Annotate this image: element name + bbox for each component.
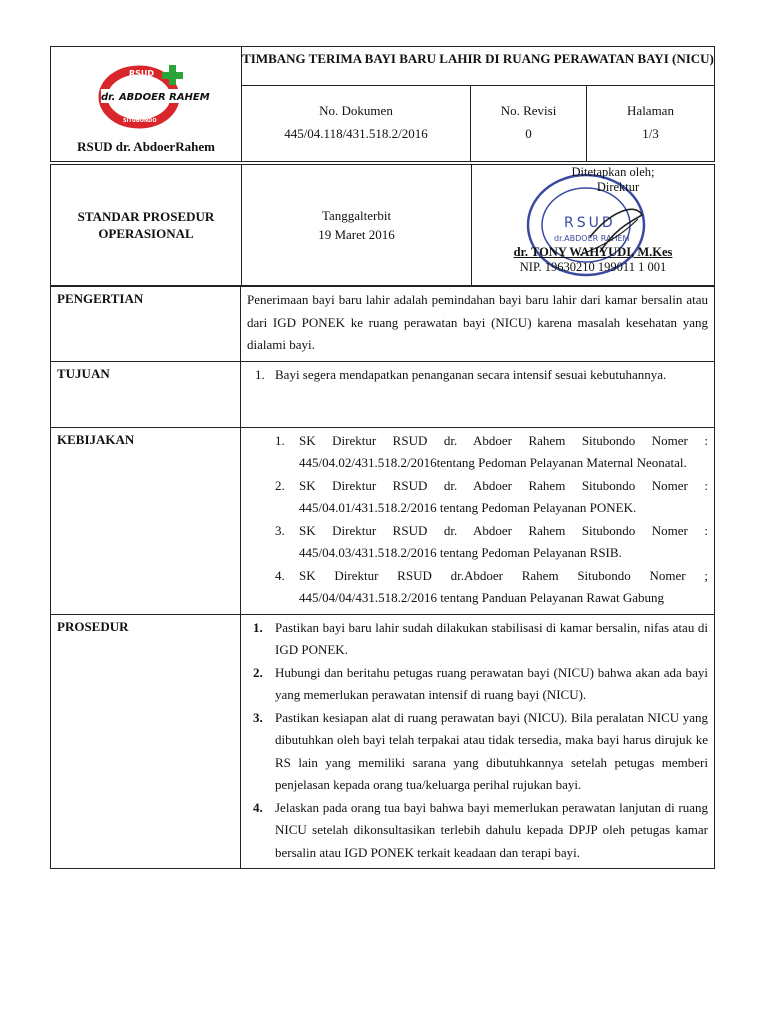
issue-date-value: 19 Maret 2016 (318, 227, 395, 242)
content-table (50, 286, 715, 869)
tujuan-label: TUJUAN (51, 361, 241, 427)
prosedur-label: PROSEDUR (51, 614, 241, 869)
document-title: TIMBANG TERIMA BAYI BARU LAHIR DI RUANG PERAWATAN BAYI (NICU) (242, 47, 715, 86)
list-item: 2. SK Direktur RSUD dr. Abdoer Rahem Situbondo Nomer : 445/04.01/431.518.2/2016 tentang Pedoman Pelayanan PONEK. (275, 477, 708, 515)
tujuan-body (241, 361, 715, 427)
list-item: 1. Pastikan bayi baru lahir sudah dilakukan stabilisasi di kamar bersalin, nifas atau di IGD PONEK. (253, 619, 708, 657)
logo-cell (51, 47, 242, 162)
signer-nip: NIP. 19630210 199011 1 001 (519, 260, 667, 274)
svg-text:RSUD: RSUD (564, 215, 616, 231)
list-item: 2. Hubungi dan beritahu petugas ruang perawatan bayi (NICU) bahwa akan ada bayi yang memerlukan perawatan intensif di ruang bayi (NICU). (253, 664, 708, 702)
svg-text:SITUBONDO: SITUBONDO (123, 118, 157, 124)
pengertian-text: Penerimaan bayi baru lahir adalah pemindahan bayi baru lahir dari kamar bersalin atau dari IGD PONEK ke ruang perawatan bayi (NICU) karena masalah kesehatan yang dialami bayi. (241, 287, 715, 362)
approver-role: Direktur (596, 180, 640, 194)
page-cell (587, 85, 715, 161)
pengertian-label: PENGERTIAN (51, 287, 241, 362)
revision-label: No. Revisi (500, 102, 557, 118)
kebijakan-row (51, 427, 715, 614)
list-item: 4. Jelaskan pada orang tua bayi bahwa bayi memerlukan perawatan lanjutan di ruang NICU setelah dikonsultasikan terlebih dahulu kepada DPJP oleh petugas kamar bersalin atau IGD PONEK terkait keadaan dan terapi bayi. (253, 799, 708, 860)
page-value: 1/3 (642, 125, 659, 141)
revision-value: 0 (525, 125, 532, 141)
list-item: 3. SK Direktur RSUD dr. Abdoer Rahem Situbondo Nomer : 445/04.03/431.518.2/2016 tentang Pedoman Pelayanan RSIB. (275, 522, 708, 560)
issue-date-cell (242, 165, 472, 286)
kebijakan-label: KEBIJAKAN (51, 427, 241, 614)
list-item: 3. Pastikan kesiapan alat di ruang perawatan bayi (NICU). Bila peralatan NICU yang dibutuhkan oleh bayi telah terpakai atau tidak tersedia, maka bayi harus dirujuk ke RS lain yang memiliki sarana yang dibutuhkannya setelah petugas memberi penjelasan kepada orang tua/keluarga perihal rujukan bayi. (253, 709, 708, 792)
svg-text:dr.ABDOER RAHEM: dr.ABDOER RAHEM (554, 234, 630, 243)
doc-number-label: No. Dokumen (319, 102, 393, 118)
svg-text:dr. ABDOER RAHEM: dr. ABDOER RAHEM (101, 92, 210, 103)
sop-label: STANDAR PROSEDUR OPERASIONAL (51, 165, 242, 286)
svg-text:RSUD: RSUD (129, 69, 155, 78)
issue-date-label: Tanggalterbit (321, 208, 392, 223)
sop-document (50, 46, 715, 869)
list-item: 1. Bayi segera mendapatkan penanganan secara intensif sesuai kebutuhannya. (255, 366, 667, 382)
hospital-logo-icon (93, 59, 210, 131)
approval-cell (472, 165, 715, 286)
kebijakan-body (241, 427, 715, 614)
revision-cell (471, 85, 587, 161)
pengertian-row (51, 287, 715, 362)
list-item: 4. SK Direktur RSUD dr.Abdoer Rahem Situbondo Nomer ; 445/04/04/431.518.2/2016 tentang Panduan Pelayanan Rawat Gabung (275, 567, 708, 605)
document-header (50, 46, 715, 162)
list-item: 1. SK Direktur RSUD dr. Abdoer Rahem Situbondo Nomer : 445/04.02/431.518.2/2016tentang Pedoman Pelayanan Maternal Neonatal. (275, 432, 708, 470)
prosedur-row (51, 614, 715, 869)
signer-name: dr. TONY WAHYUDI, M.Kes (513, 245, 673, 259)
doc-number-value: 445/04.118/431.518.2/2016 (284, 125, 428, 141)
hospital-name: RSUD dr. AbdoerRahem (77, 139, 215, 154)
doc-number-cell (242, 85, 471, 161)
prosedur-body (241, 614, 715, 869)
sop-block (50, 164, 715, 286)
tujuan-row (51, 361, 715, 427)
page-label: Halaman (627, 102, 674, 118)
approved-by-text: Ditetapkan oleh; (571, 165, 655, 179)
